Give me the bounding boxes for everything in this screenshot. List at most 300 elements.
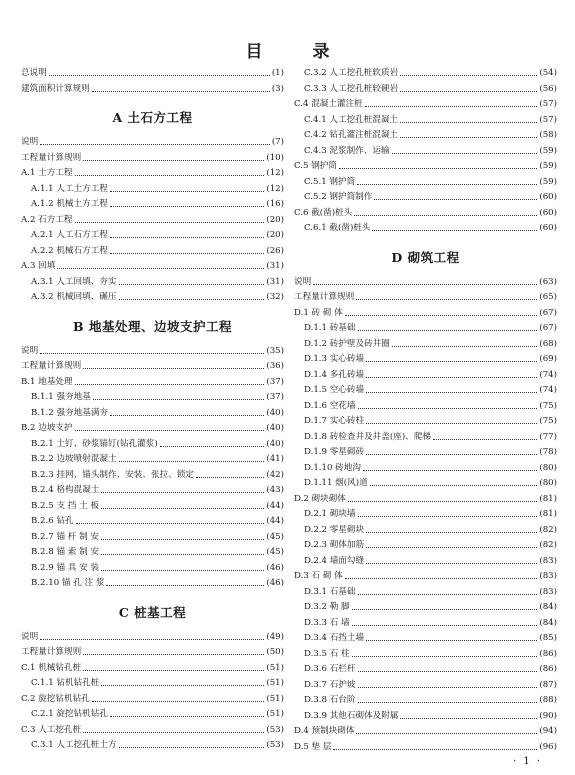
dot-leader [365,106,538,107]
toc-entry-label: D.1.8 砖检查井及井盖(座)、爬梯 [304,431,431,442]
toc-entry-label: D.1.10 砖地沟 [304,462,361,473]
toc-entry-label: D.3.6 石栏杆 [304,664,356,674]
toc-subentry[interactable] [31,530,284,545]
toc-subentry[interactable] [304,128,557,143]
toc-subentry[interactable] [304,321,557,336]
toc-subentry[interactable] [31,576,284,591]
toc-entry-page: (53) [266,740,284,750]
toc-entry-page: (20) [266,214,284,225]
toc-entry-page: (45) [266,531,284,542]
dot-leader [400,91,537,92]
toc-entry-label: A.3.2 机械回填、碾压 [31,292,117,302]
toc-entry-label: D.1.2 砖护壁及砖井圈 [304,338,390,349]
toc-entry-label: 工程量计算规则 [21,152,82,163]
toc-entry-page: (50) [266,647,284,657]
toc-entry[interactable] [21,359,284,374]
toc-entry[interactable] [21,630,284,645]
dot-leader [101,554,264,555]
toc-entry-label: B.1.2 强夯地基满夯 [31,407,109,418]
toc-entry-page: (42) [266,469,284,480]
toc-entry-page: (43) [266,485,284,495]
toc-subentry[interactable] [304,662,557,677]
toc-entry-label: 说明 [21,631,39,642]
toc-subentry[interactable] [31,707,284,722]
dot-leader [83,368,264,369]
toc-entry-label: B.2 边坡支护 [21,423,73,433]
toc-entry-page: (96) [539,741,557,752]
toc-subentry[interactable] [31,738,284,753]
toc-entry-page: (41) [266,454,284,464]
dot-leader [356,733,537,734]
toc-entry-label: D.5 垫 层 [294,741,332,752]
toc-subentry[interactable] [31,514,284,529]
toc-entry-label: C.3.3 人工挖孔桩较硬岩 [304,83,399,94]
toc-subentry[interactable] [31,545,284,560]
toc-entry-page: (67) [539,307,557,318]
toc-entry-page: (85) [539,633,557,643]
toc-entry-label: B.2.10 锚 孔 注 浆 [31,578,105,588]
dot-leader [352,656,538,657]
toc-subentry[interactable] [31,676,284,691]
dot-leader [119,299,265,300]
dot-leader [358,516,538,517]
dot-leader [363,470,537,471]
toc-entry-label: B.2.4 格构混凝土 [31,485,100,495]
dot-leader [352,625,538,626]
toc-entry-page: (40) [266,423,284,433]
toc-entry-page: (44) [266,516,284,526]
dot-leader [76,523,265,524]
toc-entry[interactable] [21,344,284,359]
dot-leader [160,446,265,447]
dot-leader [358,687,538,688]
toc-entry[interactable] [294,206,557,221]
dot-leader [101,539,264,540]
toc-entry-page: (57) [539,114,557,125]
toc-entry-page: (31) [266,261,284,271]
toc-entry-label: 说明 [21,345,39,356]
dot-leader [75,175,265,176]
section-heading: A 土石方工程 [112,110,193,125]
toc-entry-label: C.3 人工挖孔桩 [21,724,82,735]
toc-entry-label: D.2.1 砌块墙 [304,509,356,519]
toc-entry-label: D.1.5 空心砖墙 [304,385,365,395]
toc-subentry[interactable] [304,82,557,97]
toc-entry-label: A.2.1 人工石方工程 [31,230,108,240]
toc-entry-page: (40) [266,438,284,449]
toc-entry-label: B.2.5 支 挡 土 板 [31,500,100,511]
toc-entry-page: (20) [266,230,284,240]
toc-entry-page: (63) [539,276,557,287]
toc-subentry[interactable] [304,600,557,615]
toc-subentry[interactable] [304,144,557,159]
dot-leader [101,685,264,686]
dot-leader [57,268,264,269]
toc-entry-page: (56) [539,83,557,94]
toc-subentry[interactable] [304,430,557,445]
dot-leader [83,160,264,161]
toc-entry-label: D.3 石 砌 体 [294,571,343,581]
toc-subentry[interactable] [304,507,557,522]
toc-entry[interactable] [21,661,284,676]
toc-entry-page: (10) [266,152,284,163]
toc-subentry[interactable] [31,452,284,467]
toc-entry-label: 工程量计算规则 [21,647,82,657]
toc-entry[interactable] [21,723,284,738]
dot-leader [358,330,538,331]
toc-entry-page: (31) [266,276,284,287]
toc-subentry[interactable] [31,499,284,514]
toc-subentry[interactable] [31,390,284,405]
toc-entry-page: (77) [539,431,557,442]
dot-leader [110,716,264,717]
toc-subentry[interactable] [31,197,284,212]
dot-leader [333,749,537,750]
toc-entry-label: C.4.2 钻孔灌注桩混凝土 [304,130,399,140]
toc-entry-label: 总说明 [21,68,47,78]
dot-leader [40,144,270,145]
toc-entry-label: D.1.1 砖基础 [304,323,356,333]
toc-entry-page: (59) [539,176,557,187]
toc-entry-page: (54) [539,68,557,78]
toc-entry[interactable] [21,166,284,181]
toc-entry-label: D.3.7 石护坡 [304,679,356,690]
toc-entry-label: 说明 [21,137,39,147]
dot-leader [348,501,537,502]
toc-subentry[interactable] [31,290,284,305]
toc-entry-label: B.1.1 强夯地基 [31,392,91,402]
toc-subentry[interactable] [304,585,557,600]
toc-entry-page: (75) [539,416,557,426]
toc-entry-label: C.4 混凝土灌注桩 [294,99,363,109]
toc-entry[interactable] [294,97,557,112]
dot-leader [400,137,537,138]
toc-subentry[interactable] [31,406,284,421]
toc-subentry[interactable] [304,190,557,205]
dot-leader [366,532,537,533]
section-heading: C 桩基工程 [118,604,187,620]
toc-entry-page: (60) [539,207,557,218]
dot-leader [366,547,537,548]
toc-entry-page: (65) [539,292,557,302]
toc-entry-page: (53) [266,724,284,735]
toc-subentry[interactable] [304,368,557,383]
dot-leader [366,640,537,641]
toc-entry-page: (59) [539,161,557,171]
toc-entry-label: A.1.1 人工土方工程 [31,183,108,194]
dot-leader [110,415,264,416]
toc-entry[interactable] [21,259,284,274]
toc-entry-page: (82) [539,540,557,550]
toc-entry-label: D.1 砖 砌 体 [294,307,343,318]
toc-subentry[interactable] [31,275,284,290]
toc-entry-label: D.3.4 石挡土墙 [304,633,365,643]
dot-leader [345,315,538,316]
toc-entry[interactable] [294,740,557,755]
dot-leader [119,284,265,285]
toc-entry[interactable] [21,213,284,228]
toc-entry-label: D.3.5 石 柱 [304,648,350,659]
toc-entry-page: (74) [539,369,557,380]
toc-entry-label: C.5 钢护筒 [294,161,337,171]
toc-entry-label: C.6.1 截(凿)桩头 [304,223,371,233]
dot-leader [101,570,264,571]
toc-entry-page: (82) [539,524,557,535]
toc-entry[interactable] [21,135,284,150]
toc-subentry[interactable] [304,66,557,81]
dot-leader [358,671,538,672]
toc-entry-label: D.1.11 烟(风)道 [304,478,368,488]
section-heading: D 砌筑工程 [391,249,460,265]
toc-entry-label: D.2 砌块砌体 [294,493,346,504]
dot-leader [400,122,537,123]
toc-entry-page: (81) [539,509,557,519]
dot-leader [92,91,270,92]
toc-entry-page: (12) [266,183,284,194]
toc-entry-page: (36) [266,361,284,371]
dot-leader [119,747,265,748]
toc-entry-label: D.1.3 实心砖墙 [304,354,365,364]
toc-entry-label: C.6 截(凿)桩头 [294,207,353,218]
dot-leader [110,191,264,192]
toc-entry-page: (75) [539,400,557,411]
toc-subentry[interactable] [304,352,557,367]
toc-entry[interactable] [21,66,284,81]
toc-entry[interactable] [294,290,557,305]
dot-leader [356,299,537,300]
dot-leader [83,732,264,733]
toc-entry-label: D.2.4 墙面勾缝 [304,555,365,566]
dot-leader [358,408,538,409]
toc-subentry[interactable] [31,561,284,576]
dot-leader [358,702,538,703]
toc-subentry[interactable] [304,399,557,414]
toc-entry-page: (68) [539,338,557,349]
dot-leader [83,670,264,671]
toc-entry-label: C.4.1 人工挖孔桩混凝土 [304,114,399,125]
dot-leader [119,461,265,462]
toc-entry-page: (45) [266,547,284,557]
toc-entry-label: B.2.8 锚 索 制 安 [31,547,100,557]
toc-entry-page: (88) [539,695,557,705]
dot-leader [366,423,537,424]
toc-entry-label: B.2.6 钻孔 [31,516,74,526]
toc-entry-label: B.2.7 锚 杆 制 安 [31,531,100,542]
dot-leader [93,399,265,400]
toc-entry[interactable] [21,692,284,707]
dot-leader [313,284,537,285]
dot-leader [75,222,265,223]
page-number: · 1 · [513,756,543,767]
dot-leader [433,439,537,440]
dot-leader [101,508,264,509]
toc-entry-page: (90) [539,710,557,721]
toc-entry[interactable] [294,306,557,321]
toc-entry-label: D.1.4 多孔砖墙 [304,369,365,380]
toc-subentry[interactable] [304,383,557,398]
toc-entry-label: B.2.1 土钉、砂浆锚钉(钻孔灌浆) [31,438,158,449]
toc-entry-label: D.1.9 零星砌砖 [304,447,365,457]
toc-entry-page: (12) [266,168,284,178]
toc-subentry[interactable] [304,337,557,352]
dot-leader [49,75,270,76]
toc-subentry[interactable] [304,175,557,190]
toc-entry-label: 工程量计算规则 [21,361,82,371]
dot-leader [75,430,265,431]
toc-entry-label: C.2 旋挖钻机钻孔 [21,693,90,704]
toc-entry-page: (51) [266,709,284,719]
toc-entry[interactable] [21,82,284,97]
dot-leader [92,701,265,702]
toc-entry-label: C.4.3 泥浆制作、运输 [304,145,390,156]
toc-entry-page: (7) [271,137,284,147]
toc-entry-page: (83) [539,555,557,566]
section-heading: B 地基处理、边坡支护工程 [73,318,232,334]
toc-entry-page: (84) [539,617,557,628]
toc-entry-page: (26) [266,245,284,256]
toc-entry-label: D.3.9 其他石砌体及附属 [304,710,399,721]
toc-entry-page: (35) [266,345,284,356]
toc-entry-label: D.3.2 勒 脚 [304,602,350,612]
toc-entry[interactable] [21,151,284,166]
toc-entry-page: (37) [266,392,284,402]
toc-entry-page: (69) [539,354,557,364]
toc-entry-page: (80) [539,462,557,473]
toc-entry-page: (51) [266,678,284,688]
dot-leader [357,184,537,185]
toc-entry-page: (87) [539,679,557,690]
dot-leader [83,654,264,655]
toc-entry-label: D.3.3 石 墙 [304,617,350,628]
dot-leader [354,215,537,216]
toc-entry-label: D.2.3 砌体加筋 [304,540,365,550]
toc-entry[interactable] [294,159,557,174]
dot-leader [392,346,537,347]
toc-entry-page: (51) [266,662,284,673]
toc-entry-label: A.1 土方工程 [21,168,73,178]
toc-entry[interactable] [21,421,284,436]
toc-entry-label: A.3 回填 [21,261,56,271]
toc-entry-label: D.3.1 石基础 [304,586,356,597]
toc-entry-label: B.1 地基处理 [21,376,73,387]
toc-entry-label: C.5.1 钢护筒 [304,176,356,187]
dot-leader [40,353,264,354]
toc-entry-page: (3) [271,83,284,94]
toc-subentry[interactable] [304,445,557,460]
dot-leader [110,237,264,238]
toc-entry[interactable] [294,275,557,290]
toc-entry-page: (59) [539,145,557,156]
toc-entry-page: (60) [539,192,557,202]
toc-entry[interactable] [21,645,284,660]
toc-entry-label: 说明 [294,276,312,287]
dot-leader [370,485,538,486]
toc-entry-label: 工程量计算规则 [294,292,355,302]
toc-entry-page: (83) [539,586,557,597]
toc-entry-page: (51) [266,693,284,704]
toc-entry[interactable] [294,569,557,584]
toc-subentry[interactable] [304,221,557,236]
toc-entry-page: (94) [539,726,557,736]
toc-subentry[interactable] [304,476,557,491]
dot-leader [75,384,265,385]
toc-entry-page: (1) [271,68,284,78]
toc-entry-label: B.2.2 边坡喷射混凝土 [31,454,117,464]
dot-leader [392,153,538,154]
toc-entry[interactable] [294,724,557,739]
toc-entry[interactable] [21,375,284,390]
dot-leader [400,718,537,719]
dot-leader [101,492,264,493]
toc-entry-page: (49) [266,631,284,642]
toc-subentry[interactable] [304,693,557,708]
toc-entry-label: D.1.7 实心砖柱 [304,416,365,426]
toc-subentry[interactable] [304,113,557,128]
toc-entry-page: (86) [539,664,557,674]
toc-subentry[interactable] [304,647,557,662]
dot-leader [40,639,264,640]
toc-subentry[interactable] [31,483,284,498]
toc-entry[interactable] [294,492,557,507]
toc-entry-page: (86) [539,648,557,659]
toc-entry-page: (57) [539,99,557,109]
toc-entry-label: B.2.9 锚 具 安 装 [31,562,100,573]
toc-subentry[interactable] [304,709,557,724]
dot-leader [366,377,537,378]
toc-entry-page: (60) [539,223,557,233]
toc-subentry[interactable] [31,228,284,243]
toc-entry-page: (84) [539,602,557,612]
toc-subentry[interactable] [304,616,557,631]
toc-entry-label: D.4 预制块砌体 [294,726,355,736]
toc-entry-page: (74) [539,385,557,395]
toc-subentry[interactable] [304,631,557,646]
toc-subentry[interactable] [31,244,284,259]
dot-leader [345,578,538,579]
toc-entry-label: D.1.6 空花墙 [304,400,356,411]
toc-entry-label: B.2.3 挂网、锚头制作、安装、张拉、锁定 [31,469,194,480]
toc-entry-page: (46) [266,562,284,573]
toc-subentry[interactable] [31,437,284,452]
toc-entry-page: (58) [539,130,557,140]
toc-entry-page: (67) [539,323,557,333]
toc-entry-page: (78) [539,447,557,457]
toc-entry-label: C.1 机械钻孔桩 [21,662,82,673]
dot-leader [110,253,264,254]
toc-subentry[interactable] [31,182,284,197]
toc-subentry[interactable] [304,461,557,476]
dot-leader [106,585,264,586]
toc-subentry[interactable] [304,538,557,553]
toc-entry-page: (44) [266,500,284,511]
toc-entry-page: (16) [266,199,284,209]
dot-leader [366,361,537,362]
toc-subentry[interactable] [304,414,557,429]
dot-leader [196,477,264,478]
toc-entry-page: (81) [539,493,557,504]
toc-entry-label: C.1.1 钻机钻孔桩 [31,678,100,688]
toc-subentry[interactable] [304,554,557,569]
dot-leader [358,594,538,595]
toc-entry-label: D.3.8 石台阶 [304,695,356,705]
toc-subentry[interactable] [31,468,284,483]
toc-subentry[interactable] [304,523,557,538]
toc-entry-label: C.5.2 钢护筒制作 [304,192,373,202]
page-title: 目 录 [245,42,352,62]
toc-entry-label: 建筑面积计算规则 [21,83,90,94]
toc-entry-label: C.3.2 人工挖孔桩软质岩 [304,68,399,78]
toc-subentry[interactable] [304,678,557,693]
